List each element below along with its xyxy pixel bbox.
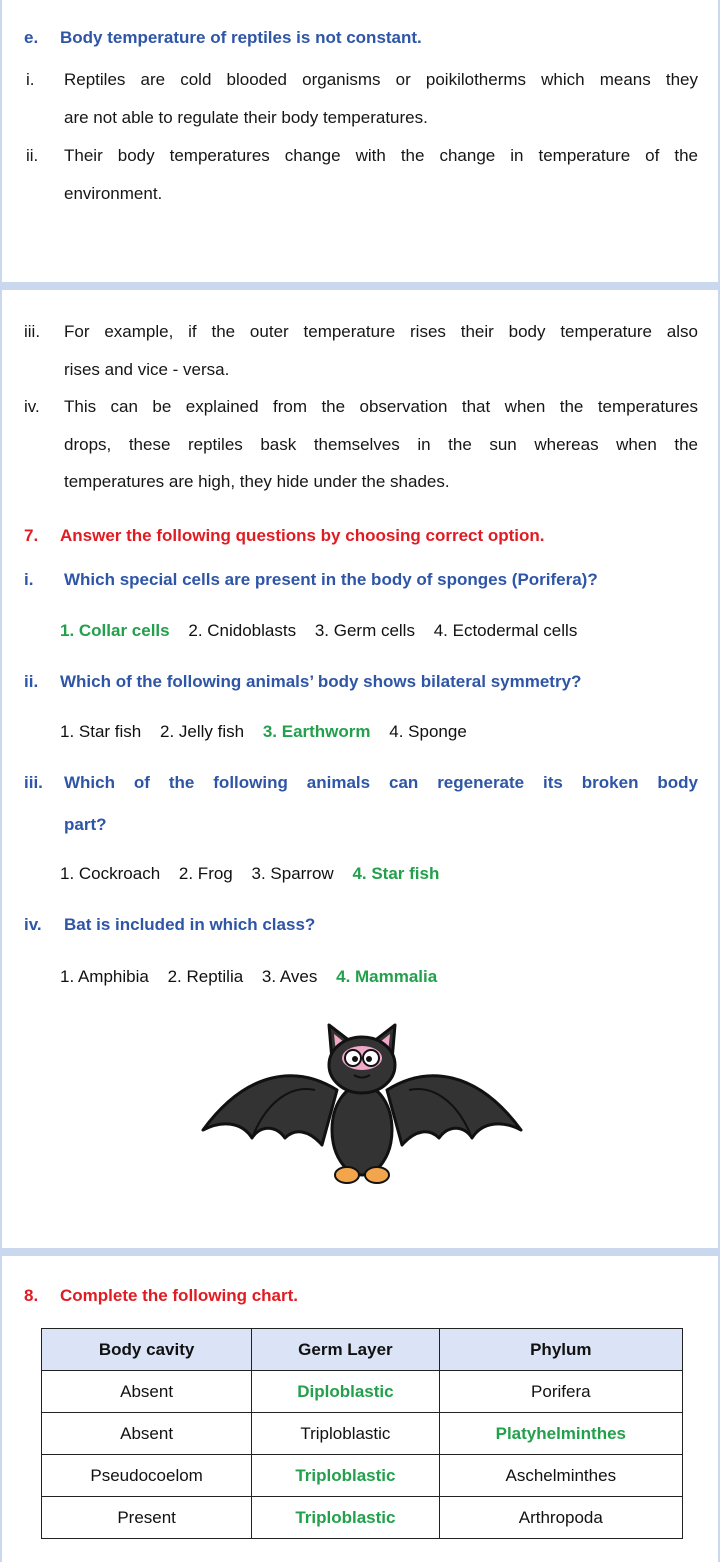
- table-cell-answer: Diploblastic: [252, 1371, 439, 1413]
- sub-question-text: Which of the following animals can regenerate its broken body: [64, 773, 698, 792]
- question-7-title: Answer the following questions by choosing correct option.: [60, 526, 545, 545]
- heading-label-e: e.: [24, 28, 39, 47]
- question-8-number: 8.: [24, 1286, 39, 1305]
- sub-question-text: Which special cells are present in the body of sponges (Porifera)?: [64, 570, 598, 589]
- column-header: Phylum: [439, 1329, 682, 1371]
- page-section-3: [2, 1256, 718, 1562]
- option: 1. Cockroach: [60, 864, 161, 883]
- table-cell: Triploblastic: [252, 1413, 439, 1455]
- option: 1. Amphibia: [60, 967, 149, 986]
- sub-question-number: ii.: [24, 672, 39, 691]
- table-cell: Pseudocoelom: [42, 1455, 252, 1497]
- option: 2. Cnidoblasts: [188, 621, 297, 640]
- table-cell: Absent: [42, 1413, 252, 1455]
- table-cell: Porifera: [439, 1371, 682, 1413]
- sub-question-text: Which of the following animals’ body shows bilateral symmetry?: [60, 672, 582, 691]
- question-7-number: 7.: [24, 526, 39, 545]
- option: 2. Reptilia: [167, 967, 244, 986]
- option: 3. Aves: [261, 967, 318, 986]
- option-correct: 4. Star fish: [352, 864, 440, 883]
- table-cell: Present: [42, 1497, 252, 1539]
- chart-table: [41, 1328, 683, 1539]
- item-text-line: rises and vice - versa.: [64, 360, 230, 379]
- column-header: Germ Layer: [252, 1329, 439, 1371]
- option: 3. Sparrow: [251, 864, 334, 883]
- question-8-title: Complete the following chart.: [60, 1286, 299, 1305]
- item-text-line: This can be explained from the observation that when the temperatures: [64, 397, 698, 416]
- table-row: [42, 1371, 683, 1413]
- item-text-line: Reptiles are cold blooded organisms or poikilotherms which means they: [64, 70, 698, 89]
- table-row: [42, 1413, 683, 1455]
- item-number: i.: [26, 70, 35, 89]
- table-cell-answer: Triploblastic: [252, 1497, 439, 1539]
- sub-question-number: iv.: [24, 915, 42, 934]
- option-correct: 4. Mammalia: [336, 967, 438, 986]
- item-number: iii.: [24, 322, 41, 341]
- table-cell: Absent: [42, 1371, 252, 1413]
- table-cell: Arthropoda: [439, 1497, 682, 1539]
- table-cell-answer: Platyhelminthes: [439, 1413, 682, 1455]
- column-header: Body cavity: [42, 1329, 252, 1371]
- sub-question-number: iii.: [24, 773, 43, 792]
- item-text-line: are not able to regulate their body temperatures.: [64, 108, 428, 127]
- sub-question-text: Bat is included in which class?: [64, 915, 316, 934]
- option-correct: 3. Earthworm: [262, 722, 371, 741]
- sub-question-text: part?: [64, 815, 107, 834]
- item-text-line: temperatures are high, they hide under the shades.: [64, 472, 450, 491]
- page-section-1: [2, 0, 718, 282]
- table-row: [42, 1455, 683, 1497]
- item-text-line: Their body temperatures change with the change in temperature of the: [64, 146, 698, 165]
- item-number: ii.: [26, 146, 39, 165]
- table-header-row: [42, 1329, 683, 1371]
- options-row: [60, 621, 591, 641]
- option: 1. Star fish: [60, 722, 142, 741]
- option: 3. Germ cells: [314, 621, 415, 640]
- option: 4. Ectodermal cells: [433, 621, 578, 640]
- bat-illustration: [197, 1020, 527, 1200]
- table-row: [42, 1497, 683, 1539]
- item-text-line: environment.: [64, 184, 163, 203]
- item-text-line: For example, if the outer temperature rises their body temperature also: [64, 322, 698, 341]
- table-cell: Aschelminthes: [439, 1455, 682, 1497]
- options-row: [60, 967, 451, 987]
- page-section-2: [2, 290, 718, 1248]
- item-number: iv.: [24, 397, 40, 416]
- sub-question-number: i.: [24, 570, 34, 589]
- options-row: [60, 864, 453, 884]
- option: 2. Frog: [178, 864, 233, 883]
- heading-body-temperature: Body temperature of reptiles is not constant.: [60, 28, 422, 47]
- option: 4. Sponge: [389, 722, 467, 741]
- option: 2. Jelly fish: [160, 722, 245, 741]
- option-correct: 1. Collar cells: [60, 621, 170, 640]
- item-text-line: drops, these reptiles bask themselves in the sun whereas when the: [64, 435, 698, 454]
- table-cell-answer: Triploblastic: [252, 1455, 439, 1497]
- options-row: [60, 722, 481, 742]
